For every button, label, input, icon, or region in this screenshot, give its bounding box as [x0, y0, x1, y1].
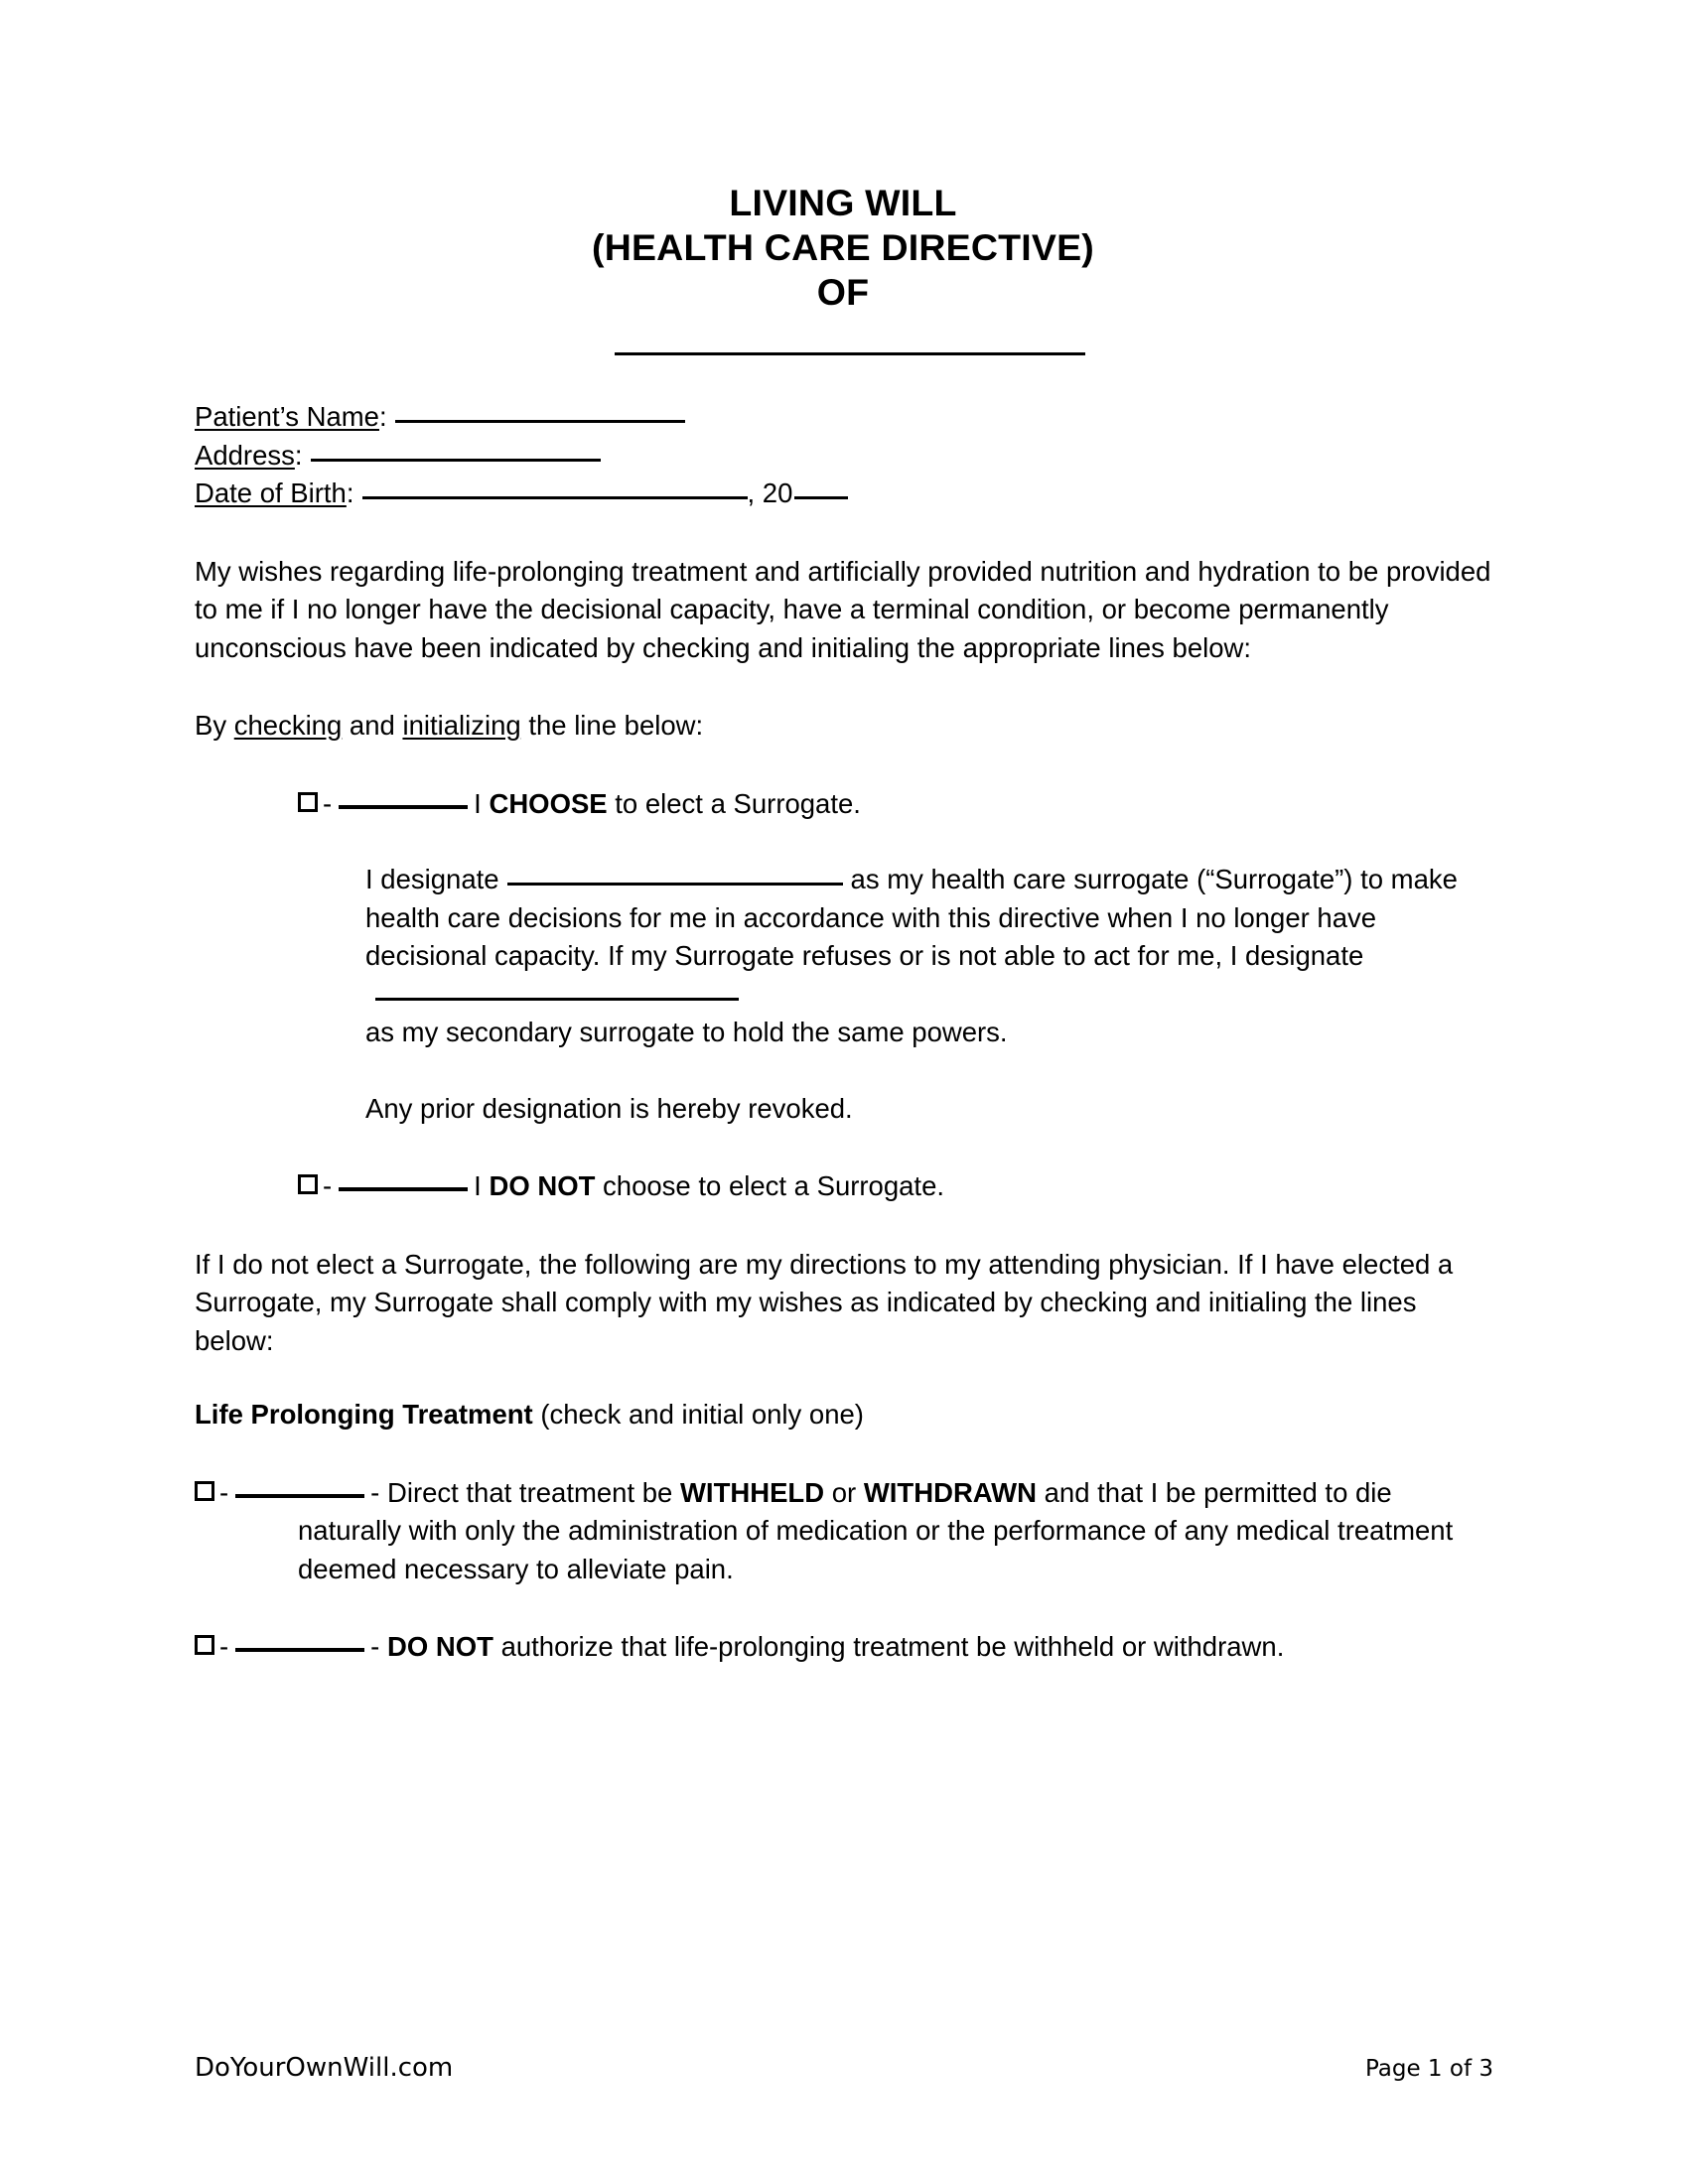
title-line-3: OF	[816, 271, 870, 313]
option-withhold-emphasis-withheld: WITHHELD	[679, 1476, 825, 1508]
life-prolonging-heading	[195, 1396, 1491, 1434]
option-choose-initials-input[interactable]	[339, 805, 468, 809]
patient-dob-label: Date of Birth	[195, 478, 347, 508]
option-withhold-emphasis-withdrawn: WITHDRAWN	[863, 1476, 1037, 1508]
patient-address-row	[195, 437, 1491, 476]
option-withhold-treatment[interactable]	[219, 1474, 1491, 1589]
option-do-not-authorize-post: authorize that life-prolonging treatment be withheld or withdrawn.	[492, 1631, 1285, 1662]
intro-paragraph: My wishes regarding life-prolonging treatment and artificially provided nutrition and hydration to be provided to me if I no longer have the decisional capacity, have a terminal condition, or become permanently unconscious have been indicated by checking and initialing the appropriate lines below:	[195, 555, 1491, 663]
option-withhold-dash2: - Direct that treatment be	[370, 1476, 680, 1508]
option-do-not-choose-surrogate[interactable]	[298, 1167, 1491, 1206]
option-do-not-authorize-dash2: -	[370, 1631, 387, 1662]
secondary-surrogate-input[interactable]	[375, 998, 739, 1001]
title-line-2: (HEALTH CARE DIRECTIVE)	[592, 226, 1094, 268]
document-content	[195, 0, 1491, 1667]
by-checking-word-initializing: initializing	[402, 710, 521, 741]
option-do-not-choose-pre: I	[474, 1170, 490, 1201]
checkbox-icon[interactable]	[195, 1635, 214, 1655]
footer-page-number: Page 1 of 3	[1364, 2056, 1493, 2082]
option-choose-post: to elect a Surrogate.	[607, 787, 861, 819]
option-withhold-post: and that I be permitted to die naturally with only the administration of medication or the performance of any medical treatment deemed necessary to alleviate pain.	[298, 1476, 1454, 1584]
option-do-not-choose-post: choose to elect a Surrogate.	[595, 1170, 945, 1201]
designation-line2-3: (“Surrogate”) to make health care decisions for me in accordance with this directive when I no longer have decisional capacity. If my Surrogate	[365, 864, 1458, 971]
option-withhold-initials-input[interactable]	[235, 1494, 364, 1498]
patient-address-input[interactable]	[311, 459, 601, 462]
option-do-not-authorize-initials-input[interactable]	[235, 1648, 364, 1652]
title-name-blank[interactable]	[615, 352, 1085, 355]
patient-name-label: Patient’s Name	[195, 401, 379, 432]
option-do-not-choose-initials-input[interactable]	[339, 1187, 468, 1191]
patient-name-row	[195, 398, 1491, 437]
by-checking-lead: By	[195, 710, 234, 741]
life-prolonging-heading-bold: Life Prolonging Treatment	[195, 1399, 533, 1430]
option-choose-dash: -	[323, 787, 333, 819]
option-choose-pre: I	[474, 787, 490, 819]
surrogate-designation-block	[365, 861, 1491, 1052]
by-checking-word-checking: checking	[233, 710, 343, 741]
option-do-not-choose-emphasis: DO NOT	[489, 1170, 596, 1201]
by-checking-middle: and	[342, 710, 403, 741]
option-do-not-choose-dash: -	[323, 1170, 333, 1201]
by-checking-tail: the line below:	[520, 710, 704, 741]
patient-dob-input[interactable]	[362, 496, 748, 499]
patient-dob-year-prefix: , 20	[747, 478, 793, 508]
patient-dob-colon: :	[346, 478, 354, 508]
life-prolonging-heading-note: (check and initial only one)	[532, 1399, 864, 1430]
patient-address-colon: :	[294, 439, 303, 471]
directions-paragraph: If I do not elect a Surrogate, the following are my directions to my attending physician. If I have elected a Surrogate, my Surrogate shall comply with my wishes as indicated by checking and initialing the lines below:	[195, 1248, 1454, 1356]
designation-line5: as my secondary surrogate to hold the same powers.	[365, 1017, 1008, 1047]
primary-surrogate-input[interactable]	[507, 883, 843, 886]
title-line-1: LIVING WILL	[729, 182, 957, 223]
option-do-not-authorize-emphasis: DO NOT	[386, 1631, 493, 1662]
designation-line4-pre: refuses or is not able to act for me, I designate	[801, 940, 1364, 971]
designation-line1-post: as my health care surrogate	[850, 864, 1190, 894]
prior-designation-revoked: Any prior designation is hereby revoked.	[365, 1092, 853, 1124]
patient-name-colon: :	[378, 401, 387, 432]
patient-address-label: Address	[195, 439, 295, 471]
page-footer	[195, 2051, 1493, 2091]
title-name-blank-wrap	[195, 342, 1491, 360]
option-choose-surrogate[interactable]	[298, 785, 1491, 824]
patient-dob-year-input[interactable]	[794, 496, 848, 499]
footer-brand: DoYourOwnWill.com	[195, 2053, 454, 2083]
by-checking-line	[195, 707, 1491, 746]
checkbox-icon[interactable]	[298, 1174, 318, 1194]
checkbox-icon[interactable]	[298, 792, 318, 812]
patient-dob-row	[195, 475, 1491, 513]
patient-name-input[interactable]	[395, 420, 685, 423]
option-choose-emphasis: CHOOSE	[489, 787, 608, 819]
document-title-block	[195, 0, 1491, 360]
option-do-not-authorize-dash1: -	[219, 1631, 229, 1662]
patient-fields	[195, 398, 1491, 513]
option-withhold-dash1: -	[219, 1476, 229, 1508]
option-withhold-middle: or	[824, 1476, 864, 1508]
designation-line1-pre: I designate	[365, 864, 499, 894]
checkbox-icon[interactable]	[195, 1481, 214, 1501]
option-do-not-authorize[interactable]	[219, 1628, 1491, 1667]
